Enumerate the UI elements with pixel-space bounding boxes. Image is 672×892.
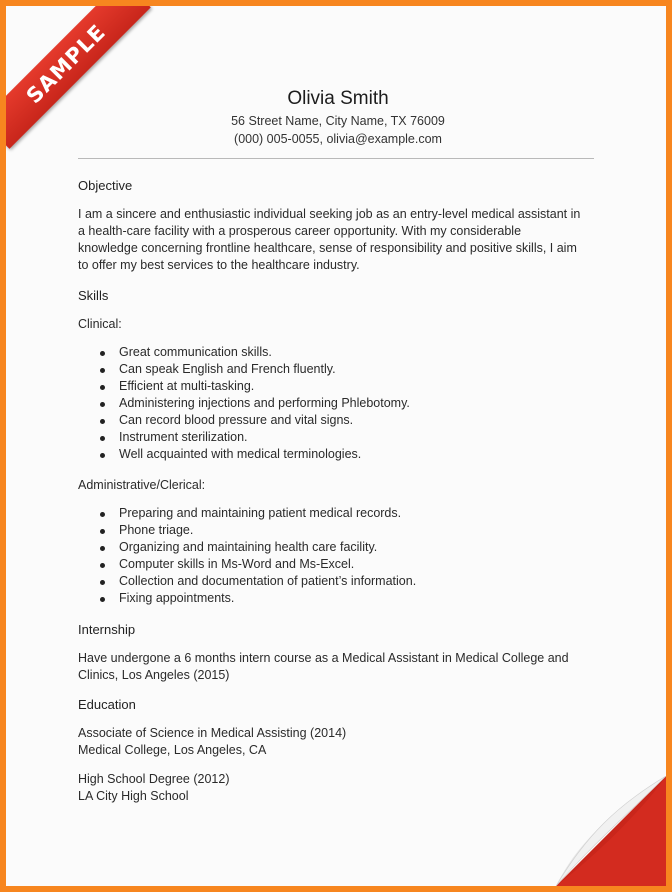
contact-line: (000) 005-0055, olivia@example.com — [234, 132, 442, 146]
list-item: Fixing appointments. — [119, 591, 235, 605]
list-item: Great communication skills. — [119, 345, 272, 359]
bullet-icon — [100, 402, 105, 407]
internship-line: Have undergone a 6 months intern course as a Medical Assistant in Medical College and — [78, 651, 569, 665]
clinical-heading: Clinical: — [78, 317, 122, 331]
bullet-icon — [100, 529, 105, 534]
objective-line: to offer my best services to the healthcare industry. — [78, 258, 360, 272]
degree-title: High School Degree (2012) — [78, 772, 230, 786]
internship-heading: Internship — [78, 622, 136, 637]
sample-ribbon: SAMPLE — [6, 6, 151, 149]
list-item: Collection and documentation of patient’s information. — [119, 574, 417, 588]
header-divider — [78, 158, 594, 159]
resume-page — [6, 6, 666, 886]
bullet-icon — [100, 436, 105, 441]
candidate-name: Olivia Smith — [287, 88, 389, 109]
list-item: Efficient at multi-tasking. — [119, 379, 255, 393]
degree-title: Associate of Science in Medical Assisting (2014) — [78, 726, 347, 740]
internship-line: Clinics, Los Angeles (2015) — [78, 668, 230, 682]
list-item: Preparing and maintaining patient medical records. — [119, 506, 402, 520]
objective-line: a health-care facility with a prosperous career opportunity. With my considerable — [78, 224, 522, 238]
bullet-icon — [100, 368, 105, 373]
list-item: Organizing and maintaining health care facility. — [119, 540, 378, 554]
bullet-icon — [100, 546, 105, 551]
list-item: Can record blood pressure and vital signs. — [119, 413, 354, 427]
bullet-icon — [100, 512, 105, 517]
bullet-icon — [100, 385, 105, 390]
list-item: Computer skills in Ms-Word and Ms-Excel. — [119, 557, 355, 571]
education-heading: Education — [78, 697, 136, 712]
objective-line: I am a sincere and enthusiastic individual seeking job as an entry-level medical assistant in — [78, 207, 581, 221]
bullet-icon — [100, 351, 105, 356]
school-name: LA City High School — [78, 789, 189, 803]
administrative-heading: Administrative/Clerical: — [78, 478, 206, 492]
list-item: Phone triage. — [119, 523, 194, 537]
school-name: Medical College, Los Angeles, CA — [78, 743, 267, 757]
bullet-icon — [100, 419, 105, 424]
objective-line: knowledge concerning frontline healthcare, sense of responsibility and positive skills, I aim — [78, 241, 577, 255]
bullet-icon — [100, 563, 105, 568]
bullet-icon — [100, 580, 105, 585]
list-item: Can speak English and French fluently. — [119, 362, 336, 376]
bullet-icon — [100, 597, 105, 602]
skills-heading: Skills — [78, 288, 109, 303]
address-line: 56 Street Name, City Name, TX 76009 — [231, 114, 445, 128]
page-curl-icon — [546, 776, 666, 886]
list-item: Instrument sterilization. — [119, 430, 248, 444]
bullet-icon — [100, 453, 105, 458]
list-item: Well acquainted with medical terminologies. — [119, 447, 362, 461]
objective-heading: Objective — [78, 178, 133, 193]
list-item: Administering injections and performing Phlebotomy. — [119, 396, 410, 410]
